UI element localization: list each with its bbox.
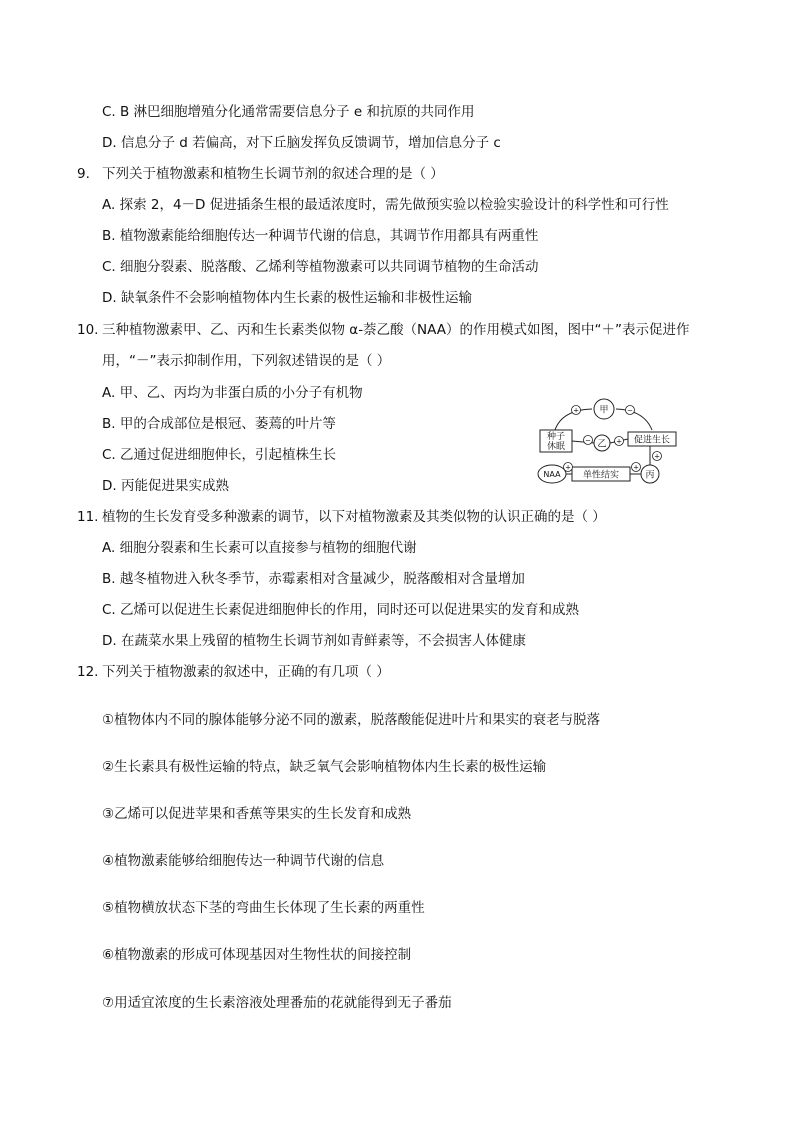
q9-stem: 下列关于植物激素和植物生长调节剂的叙述合理的是（ ） (102, 166, 444, 182)
sign-plus-1: + (573, 406, 579, 415)
parthenocarpy-label: 单性结实 (582, 470, 620, 481)
q12-item-6: ⑥植物激素的形成可体现基因对生物性状的间接控制 (102, 947, 412, 963)
q11-stem: 植物的生长发育受多种激素的调节，以下对植物激素及其类似物的认识正确的是（ ） (102, 509, 606, 525)
q11-number: 11. (77, 509, 99, 525)
q9-number: 9. (77, 166, 90, 182)
sign-plus-2: + (616, 437, 622, 446)
q10-stem-line1: 三种植物激素甲、乙、丙和生长素类似物 α-萘乙酸（NAA）的作用模式如图，图中“＋”表示促进作 (102, 322, 690, 338)
hormone-interaction-diagram (530, 396, 700, 488)
q10-option-d: D. 丙能促进果实成熟 (102, 478, 229, 494)
sign-minus-2: − (585, 436, 591, 445)
q12-item-2: ②生长素具有极性运输的特点，缺乏氧气会影响植物体内生长素的极性运输 (102, 759, 547, 775)
seed-dormancy-label-2: 休眠 (546, 442, 566, 452)
q12-item-3: ③乙烯可以促进苹果和香蕉等果实的生长发育和成熟 (102, 806, 412, 822)
q11-option-d: D. 在蔬菜水果上残留的植物生长调节剂如青鲜素等，不会损害人体健康 (102, 633, 526, 649)
q10-option-b: B. 甲的合成部位是根冠、萎蔫的叶片等 (102, 416, 336, 432)
q8-option-c: C. B 淋巴细胞增殖分化通常需要信息分子 e 和抗原的共同作用 (102, 104, 475, 120)
sign-minus-1: − (627, 406, 633, 415)
q9-option-b: B. 植物激素能给细胞传达一种调节代谢的信息，其调节作用都具有两重性 (102, 228, 539, 244)
q11-option-a: A. 细胞分裂素和生长素可以直接参与植物的细胞代谢 (102, 540, 417, 556)
bing-node-label: 丙 (645, 470, 655, 481)
q10-number: 10. (77, 322, 99, 338)
q10-stem-line2: 用，“－”表示抑制作用，下列叙述错误的是（ ） (102, 353, 391, 369)
q9-option-c: C. 细胞分裂素、脱落酸、乙烯利等植物激素可以共同调节植物的生命活动 (102, 259, 539, 275)
promote-growth-label: 促进生长 (633, 435, 671, 446)
sign-plus-3: + (565, 463, 571, 472)
q10-option-c: C. 乙通过促进细胞伸长，引起植株生长 (102, 447, 337, 463)
q11-option-b: B. 越冬植物进入秋冬季节，赤霉素相对含量减少，脱落酸相对含量增加 (102, 571, 525, 587)
q12-stem: 下列关于植物激素的叙述中，正确的有几项（ ） (102, 664, 390, 680)
seed-dormancy-label-1: 种子 (546, 432, 566, 442)
q12-item-7: ⑦用适宜浓度的生长素溶液处理番茄的花就能得到无子番茄 (102, 995, 452, 1011)
q12-item-1: ①植物体内不同的腺体能够分泌不同的激素，脱落酸能促进叶片和果实的衰老与脱落 (102, 712, 601, 728)
q10-option-a: A. 甲、乙、丙均为非蛋白质的小分子有机物 (102, 385, 363, 401)
naa-node-label: NAA (543, 470, 561, 479)
q9-option-a: A. 探索 2，4－D 促进插条生根的最适浓度时，需先做预实验以检验实验设计的科学性和可行性 (102, 197, 669, 213)
sign-plus-4: + (633, 463, 639, 472)
q12-item-4: ④植物激素能够给细胞传达一种调节代谢的信息 (102, 853, 385, 869)
q12-item-5: ⑤植物横放状态下茎的弯曲生长体现了生长素的两重性 (102, 900, 425, 916)
q11-option-c: C. 乙烯可以促进生长素促进细胞伸长的作用，同时还可以促进果实的发育和成熟 (102, 602, 580, 618)
q8-option-d: D. 信息分子 d 若偏高，对下丘脑发挥负反馈调节，增加信息分子 c (102, 135, 501, 151)
yi-node-label: 乙 (597, 439, 607, 450)
sign-plus-5: + (654, 452, 660, 461)
jia-node-label: 甲 (599, 405, 609, 416)
q9-option-d: D. 缺氧条件不会影响植物体内生长素的极性运输和非极性运输 (102, 290, 472, 306)
q12-number: 12. (77, 664, 99, 680)
